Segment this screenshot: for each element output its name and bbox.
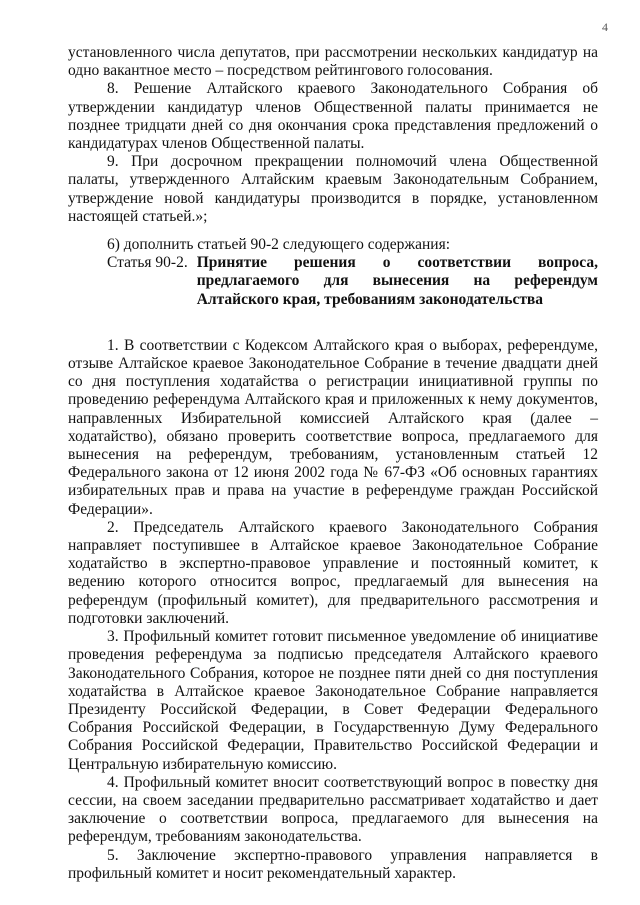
article-title: Принятие решения о соответствии вопроса, предлагаемого для вынесения на референдум Алтайского края, требованиям законодательства — [196, 254, 598, 308]
article-number: Статья 90-2. — [107, 254, 188, 272]
paragraph-item-8: 8. Решение Алтайского краевого Законодательного Собрания об утверждении кандидатур членов Общественной палаты принимается не позднее тридцати дней со дня окончания срока представления предложений о кандидатурах членов Общественной палаты. — [68, 80, 598, 153]
document-body — [68, 44, 598, 883]
page-number: 4 — [602, 20, 608, 34]
article-paragraph-3: 3. Профильный комитет готовит письменное уведомление об инициативе проведения референдума за подписью председателя Алтайского краевого Законодательного Собрания, которое не позднее пяти дней со дня поступления ходатайства в Алтайское краевое Законодательное Собрание направляется Президенту Российской Федерации, в Совет Федерации Федерального Собрания Российской Федерации, в Государственную Думу Федерального Собрания Российской Федерации, Правительство Российской Федерации и Центральную избирательную комиссию. — [68, 628, 598, 773]
article-paragraph-1: 1. В соответствии с Кодексом Алтайского края о выборах, референдуме, отзыве Алтайское краевое Законодательное Собрание в течение двадцати дней со дня поступления ходатайства о регистрации инициативной группы по проведению референдума Алтайского края и приложенных к нему документов, направленных Избирательной комиссией Алтайского края (далее – ходатайство), обязано проверить соответствие вопроса, предлагаемого для вынесения на референдум, требованиям, установленным статьей 12 Федерального закона от 12 июня 2002 года № 67-ФЗ «Об основных гарантиях избирательных прав и права на участие в референдуме граждан Российской Федерации». — [68, 336, 598, 518]
paragraph-amendment-6: 6) дополнить статьей 90-2 следующего содержания: — [107, 236, 451, 254]
paragraph-item-9: 9. При досрочном прекращении полномочий члена Общественной палаты, утвержденного Алтайским краевым Законодательным Собранием, утверждение новой кандидатуры производится в порядке, установленном настоящей статьей.»; — [68, 153, 598, 225]
article-paragraph-5: 5. Заключение экспертно-правового управления направляется в профильный комитет и носит рекомендательный характер. — [68, 846, 598, 882]
article-heading — [68, 254, 598, 309]
article-paragraph-4: 4. Профильный комитет вносит соответствующий вопрос в повестку дня сессии, на своем заседании предварительно рассматривает ходатайство и дает заключение о соответствии вопроса, предлагаемого для вынесения на референдум, требованиям законодательства. — [68, 773, 598, 846]
paragraph-continuation: установленного числа депутатов, при рассмотрении нескольких кандидатур на одно вакантное место – посредством рейтингового голосования. — [68, 44, 598, 80]
article-paragraph-2: 2. Председатель Алтайского краевого Законодательного Собрания направляет поступившее в Алтайское краевое Законодательное Собрание ходатайство в экспертно-правовое управление и постоянный комитет, к ведению которого относится вопрос, предлагаемый для вынесения на референдум (профильный комитет), для предварительного рассмотрения и подготовки заключений. — [68, 518, 598, 627]
